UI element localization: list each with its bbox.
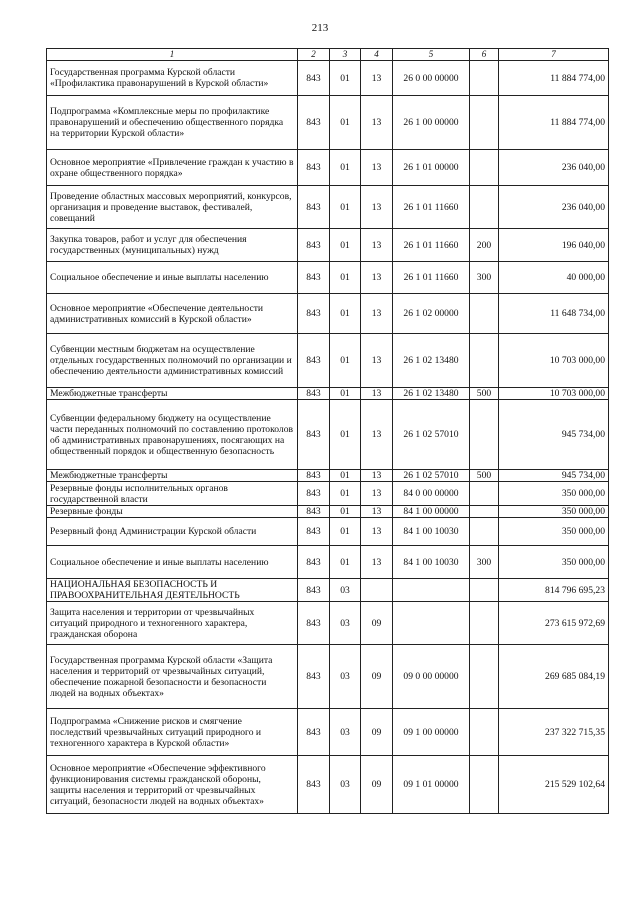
row-target-code: 09 1 00 00000	[393, 709, 470, 756]
row-amount: 237 322 715,35	[499, 709, 609, 756]
row-target-code: 26 1 02 00000	[393, 294, 470, 334]
table-row	[47, 186, 609, 229]
table-row	[47, 470, 609, 482]
row-name: Подпрограмма «Комплексные меры по профилактике правонарушений и обеспечению общественного порядка на территории Курской области»	[47, 96, 298, 150]
row-expense-type	[470, 709, 499, 756]
row-amount: 945 734,00	[499, 470, 609, 482]
row-target-code: 09 0 00 00000	[393, 645, 470, 709]
row-admin-code: 843	[298, 334, 330, 388]
row-amount: 10 703 000,00	[499, 388, 609, 400]
row-name: Социальное обеспечение и иные выплаты населению	[47, 546, 298, 579]
row-amount: 350 000,00	[499, 482, 609, 506]
row-expense-type	[470, 506, 499, 518]
row-admin-code: 843	[298, 709, 330, 756]
table-row	[47, 96, 609, 150]
table-header-row	[47, 49, 609, 61]
row-section: 01	[330, 482, 361, 506]
row-section: 03	[330, 645, 361, 709]
row-expense-type	[470, 518, 499, 546]
row-amount: 814 796 695,23	[499, 579, 609, 602]
row-target-code: 26 1 02 13480	[393, 334, 470, 388]
row-amount: 236 040,00	[499, 150, 609, 186]
table-row	[47, 709, 609, 756]
row-name: Межбюджетные трансферты	[47, 388, 298, 400]
column-header: 1	[47, 49, 298, 61]
row-section: 01	[330, 388, 361, 400]
row-expense-type	[470, 96, 499, 150]
row-name: Резервные фонды исполнительных органов государственной власти	[47, 482, 298, 506]
row-section: 01	[330, 61, 361, 96]
row-name: Государственная программа Курской области «Защита населения и территорий от чрезвычайных ситуаций, обеспечение пожарной безопасности и безопасности людей на водных объектах»	[47, 645, 298, 709]
row-target-code: 26 1 00 00000	[393, 96, 470, 150]
row-expense-type: 500	[470, 388, 499, 400]
row-target-code: 26 1 01 11660	[393, 229, 470, 262]
row-name: Социальное обеспечение и иные выплаты населению	[47, 262, 298, 294]
row-target-code: 26 1 02 13480	[393, 388, 470, 400]
row-subsection: 13	[361, 96, 393, 150]
row-subsection: 09	[361, 645, 393, 709]
row-admin-code: 843	[298, 150, 330, 186]
row-subsection: 13	[361, 400, 393, 470]
row-section: 01	[330, 506, 361, 518]
row-amount: 10 703 000,00	[499, 334, 609, 388]
row-admin-code: 843	[298, 470, 330, 482]
table-row	[47, 61, 609, 96]
row-amount: 350 000,00	[499, 518, 609, 546]
row-name: Межбюджетные трансферты	[47, 470, 298, 482]
row-admin-code: 843	[298, 229, 330, 262]
row-section: 03	[330, 602, 361, 645]
row-amount: 11 884 774,00	[499, 61, 609, 96]
row-expense-type: 300	[470, 546, 499, 579]
table-row	[47, 334, 609, 388]
table-row	[47, 229, 609, 262]
row-admin-code: 843	[298, 506, 330, 518]
table-row	[47, 518, 609, 546]
row-amount: 350 000,00	[499, 506, 609, 518]
row-expense-type	[470, 294, 499, 334]
row-section: 01	[330, 400, 361, 470]
row-subsection: 13	[361, 388, 393, 400]
row-admin-code: 843	[298, 518, 330, 546]
row-amount: 269 685 084,19	[499, 645, 609, 709]
row-admin-code: 843	[298, 579, 330, 602]
row-target-code: 26 1 01 11660	[393, 186, 470, 229]
row-admin-code: 843	[298, 388, 330, 400]
row-section: 03	[330, 579, 361, 602]
row-name: Подпрограмма «Снижение рисков и смягчение последствий чрезвычайных ситуаций природного и техногенного характера в Курской области»	[47, 709, 298, 756]
row-expense-type: 200	[470, 229, 499, 262]
row-amount: 350 000,00	[499, 546, 609, 579]
row-section: 01	[330, 229, 361, 262]
row-target-code: 26 1 01 00000	[393, 150, 470, 186]
row-section: 01	[330, 150, 361, 186]
row-name: Основное мероприятие «Обеспечение эффективного функционирования системы гражданской обороны, защиты населения и территорий от чрезвычайных ситуаций, безопасности людей на водных объектах»	[47, 756, 298, 814]
row-target-code: 26 1 01 11660	[393, 262, 470, 294]
table-row	[47, 400, 609, 470]
row-subsection	[361, 579, 393, 602]
row-admin-code: 843	[298, 756, 330, 814]
row-admin-code: 843	[298, 546, 330, 579]
row-expense-type	[470, 150, 499, 186]
row-expense-type: 500	[470, 470, 499, 482]
row-section: 01	[330, 518, 361, 546]
row-subsection: 13	[361, 229, 393, 262]
row-section: 01	[330, 96, 361, 150]
row-admin-code: 843	[298, 186, 330, 229]
row-subsection: 13	[361, 470, 393, 482]
row-section: 01	[330, 294, 361, 334]
table-row	[47, 262, 609, 294]
row-target-code: 84 1 00 00000	[393, 506, 470, 518]
table-row	[47, 756, 609, 814]
row-name: НАЦИОНАЛЬНАЯ БЕЗОПАСНОСТЬ И ПРАВООХРАНИТЕЛЬНАЯ ДЕЯТЕЛЬНОСТЬ	[47, 579, 298, 602]
row-expense-type	[470, 334, 499, 388]
budget-table	[46, 48, 609, 814]
table-row	[47, 506, 609, 518]
row-name: Основное мероприятие «Привлечение граждан к участию в охране общественного порядка»	[47, 150, 298, 186]
row-subsection: 09	[361, 602, 393, 645]
row-admin-code: 843	[298, 645, 330, 709]
row-expense-type	[470, 61, 499, 96]
row-admin-code: 843	[298, 294, 330, 334]
row-subsection: 13	[361, 262, 393, 294]
row-name: Резервные фонды	[47, 506, 298, 518]
row-subsection: 13	[361, 334, 393, 388]
row-target-code	[393, 602, 470, 645]
row-amount: 40 000,00	[499, 262, 609, 294]
row-admin-code: 843	[298, 61, 330, 96]
row-section: 03	[330, 709, 361, 756]
column-header: 7	[499, 49, 609, 61]
row-section: 03	[330, 756, 361, 814]
row-name: Субвенции местным бюджетам на осуществление отдельных государственных полномочий по организации и обеспечению деятельности административных комиссий	[47, 334, 298, 388]
row-subsection: 13	[361, 482, 393, 506]
row-expense-type	[470, 482, 499, 506]
page-number: 213	[311, 22, 329, 34]
row-subsection: 13	[361, 186, 393, 229]
column-header: 6	[470, 49, 499, 61]
row-subsection: 09	[361, 709, 393, 756]
row-amount: 196 040,00	[499, 229, 609, 262]
table-row	[47, 294, 609, 334]
row-subsection: 13	[361, 506, 393, 518]
row-target-code: 26 1 02 57010	[393, 470, 470, 482]
table-row	[47, 645, 609, 709]
row-target-code: 26 0 00 00000	[393, 61, 470, 96]
row-name: Защита населения и территории от чрезвычайных ситуаций природного и техногенного характера, гражданская оборона	[47, 602, 298, 645]
row-section: 01	[330, 546, 361, 579]
table-row	[47, 150, 609, 186]
row-amount: 273 615 972,69	[499, 602, 609, 645]
row-name: Государственная программа Курской области «Профилактика правонарушений в Курской области»	[47, 61, 298, 96]
table-body	[47, 61, 609, 814]
row-admin-code: 843	[298, 262, 330, 294]
row-amount: 236 040,00	[499, 186, 609, 229]
row-target-code: 84 1 00 10030	[393, 546, 470, 579]
row-amount: 215 529 102,64	[499, 756, 609, 814]
row-expense-type	[470, 579, 499, 602]
row-name: Проведение областных массовых мероприятий, конкурсов, организация и проведение выставок, фестивалей, совещаний	[47, 186, 298, 229]
row-name: Резервный фонд Администрации Курской области	[47, 518, 298, 546]
column-header: 5	[393, 49, 470, 61]
row-amount: 11 648 734,00	[499, 294, 609, 334]
row-expense-type	[470, 400, 499, 470]
row-name: Субвенции федеральному бюджету на осуществление части переданных полномочий по составлению протоколов об административных правонарушениях, посягающих на общественный порядок и общественную безопасность	[47, 400, 298, 470]
column-header: 3	[330, 49, 361, 61]
table-row	[47, 579, 609, 602]
row-name: Закупка товаров, работ и услуг для обеспечения государственных (муниципальных) нужд	[47, 229, 298, 262]
row-expense-type	[470, 756, 499, 814]
row-target-code: 09 1 01 00000	[393, 756, 470, 814]
row-amount: 945 734,00	[499, 400, 609, 470]
row-target-code	[393, 579, 470, 602]
row-section: 01	[330, 470, 361, 482]
table-row	[47, 482, 609, 506]
row-section: 01	[330, 186, 361, 229]
table-row	[47, 388, 609, 400]
row-target-code: 26 1 02 57010	[393, 400, 470, 470]
row-expense-type: 300	[470, 262, 499, 294]
row-subsection: 13	[361, 546, 393, 579]
row-expense-type	[470, 645, 499, 709]
row-admin-code: 843	[298, 400, 330, 470]
row-expense-type	[470, 602, 499, 645]
row-subsection: 09	[361, 756, 393, 814]
row-subsection: 13	[361, 518, 393, 546]
row-amount: 11 884 774,00	[499, 96, 609, 150]
row-target-code: 84 1 00 10030	[393, 518, 470, 546]
row-section: 01	[330, 334, 361, 388]
row-section: 01	[330, 262, 361, 294]
row-subsection: 13	[361, 61, 393, 96]
row-expense-type	[470, 186, 499, 229]
column-header: 4	[361, 49, 393, 61]
table-row	[47, 546, 609, 579]
row-name: Основное мероприятие «Обеспечение деятельности административных комиссий в Курской области»	[47, 294, 298, 334]
row-admin-code: 843	[298, 96, 330, 150]
row-subsection: 13	[361, 150, 393, 186]
row-admin-code: 843	[298, 602, 330, 645]
row-admin-code: 843	[298, 482, 330, 506]
row-subsection: 13	[361, 294, 393, 334]
column-header: 2	[298, 49, 330, 61]
row-target-code: 84 0 00 00000	[393, 482, 470, 506]
table-row	[47, 602, 609, 645]
